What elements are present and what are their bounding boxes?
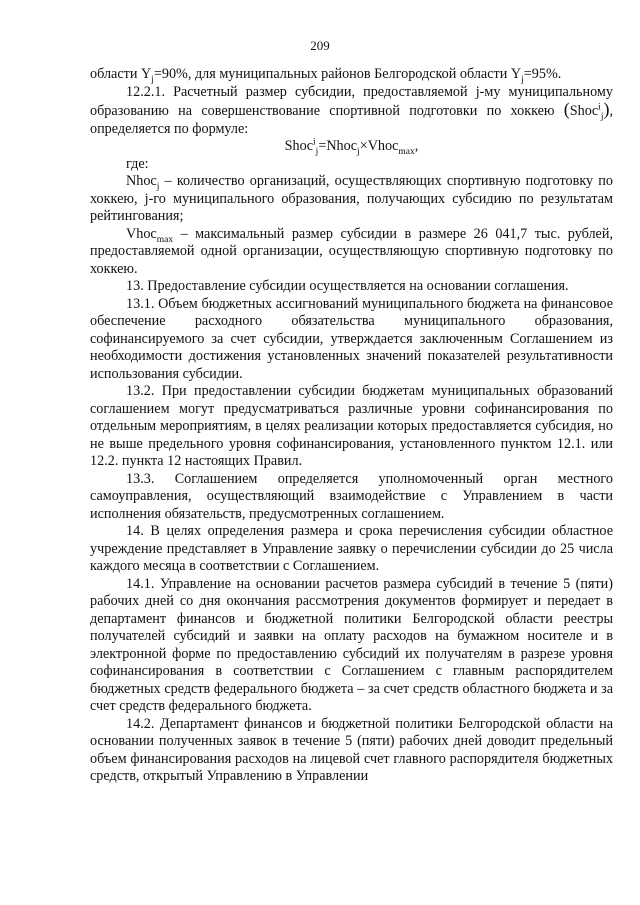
paragraph-14: 14. В целях определения размера и срока перечисления субсидии областное учреждение представляет в Управление заявку о перечислении субсидии до 25 числа каждого месяца в соответствии с Соглашением. bbox=[90, 523, 613, 574]
document-body bbox=[90, 66, 613, 786]
paragraph-13-1: 13.1. Объем бюджетных ассигнований муниципального бюджета на финансовое обеспечение расходного обязательства муниципального образования, софинансируемого за счет субсидии, утверждается заключенным Соглашением из необходимости достижения установленных значений показателей результативности использования субсидии. bbox=[90, 295, 613, 382]
page-number: 209 bbox=[310, 38, 330, 53]
paragraph-top: области $Y_j=90\%$, для муниципальных районов Белгородской области $Y_j=95\%$. bbox=[90, 66, 562, 85]
where-label: где: bbox=[126, 155, 149, 172]
paragraph-13: 13. Предоставление субсидии осуществляется на основании соглашения. bbox=[126, 278, 569, 294]
paragraph-13-3: 13.3. Соглашением определяется уполномоченный орган местного самоуправления, осуществляющий взаимодействие с Управлением в части исполнения обязательств, предусмотренных соглашением. bbox=[90, 470, 613, 522]
paragraph-13-2: 13.2. При предоставлении субсидии бюджетам муниципальных образований соглашением могут предусматриваться различные уровни софинансирования по отдельным мероприятиям, в целях реализации которых предоставляется субсидия, но не выше предельного уровня софинансирования, установленного пунктом 12.1. или 12.2. пункта 12 настоящих Правил. bbox=[90, 383, 613, 469]
definition-nhoc: Nhoc$_j$ – количество организаций, осуществляющих спортивную подготовку по хоккею, j-го муниципального образования, получающих субсидию по результатам рейтингования; bbox=[90, 173, 613, 224]
paragraph-14-2: 14.2. Департамент финансов и бюджетной политики Белгородской области на основании полученных заявок в течение 5 (пяти) рабочих дней доводит предельный объем финансирования расходов на лицевой счет главного распорядителя бюджетных средств, открытый Управлению в Управлении bbox=[90, 715, 613, 784]
definition-vhoc: Vhoc$_{max}$ – максимальный размер субсидии в размере 26 041,7 тыс. рублей, предоставляемой одной организации, осуществляющую спортивную подготовку по хоккею. bbox=[90, 225, 613, 277]
paragraph-14-1: 14.1. Управление на основании расчетов размера субсидий в течение 5 (пяти) рабочих дней со дня окончания рассмотрения документов формирует и передает в департамент финансов и бюджетной политики Белгородской области реестры получателей субсидий и заявки на оплату расходов на бумажном носителе и в электронной форме по предоставлению субсидий их получателям в разрезе уровня софинансирования в соответствии с Соглашением с главным распорядителем бюджетных средств федерального бюджета – за счет средств областного бюджета и за счет средств федерального бюджета. bbox=[90, 575, 613, 714]
formula: Shoc$^i_j$=Nhoc$_j$×Vhoc$_{max}$, bbox=[284, 137, 419, 157]
paragraph-12-2-1: 12.2.1. Расчетный размер субсидии, предоставляемой j-му муниципальному образованию на совершенствование спортивной подготовки по хоккею (Shoc$^i_j$), определяется по формуле: bbox=[90, 83, 613, 137]
